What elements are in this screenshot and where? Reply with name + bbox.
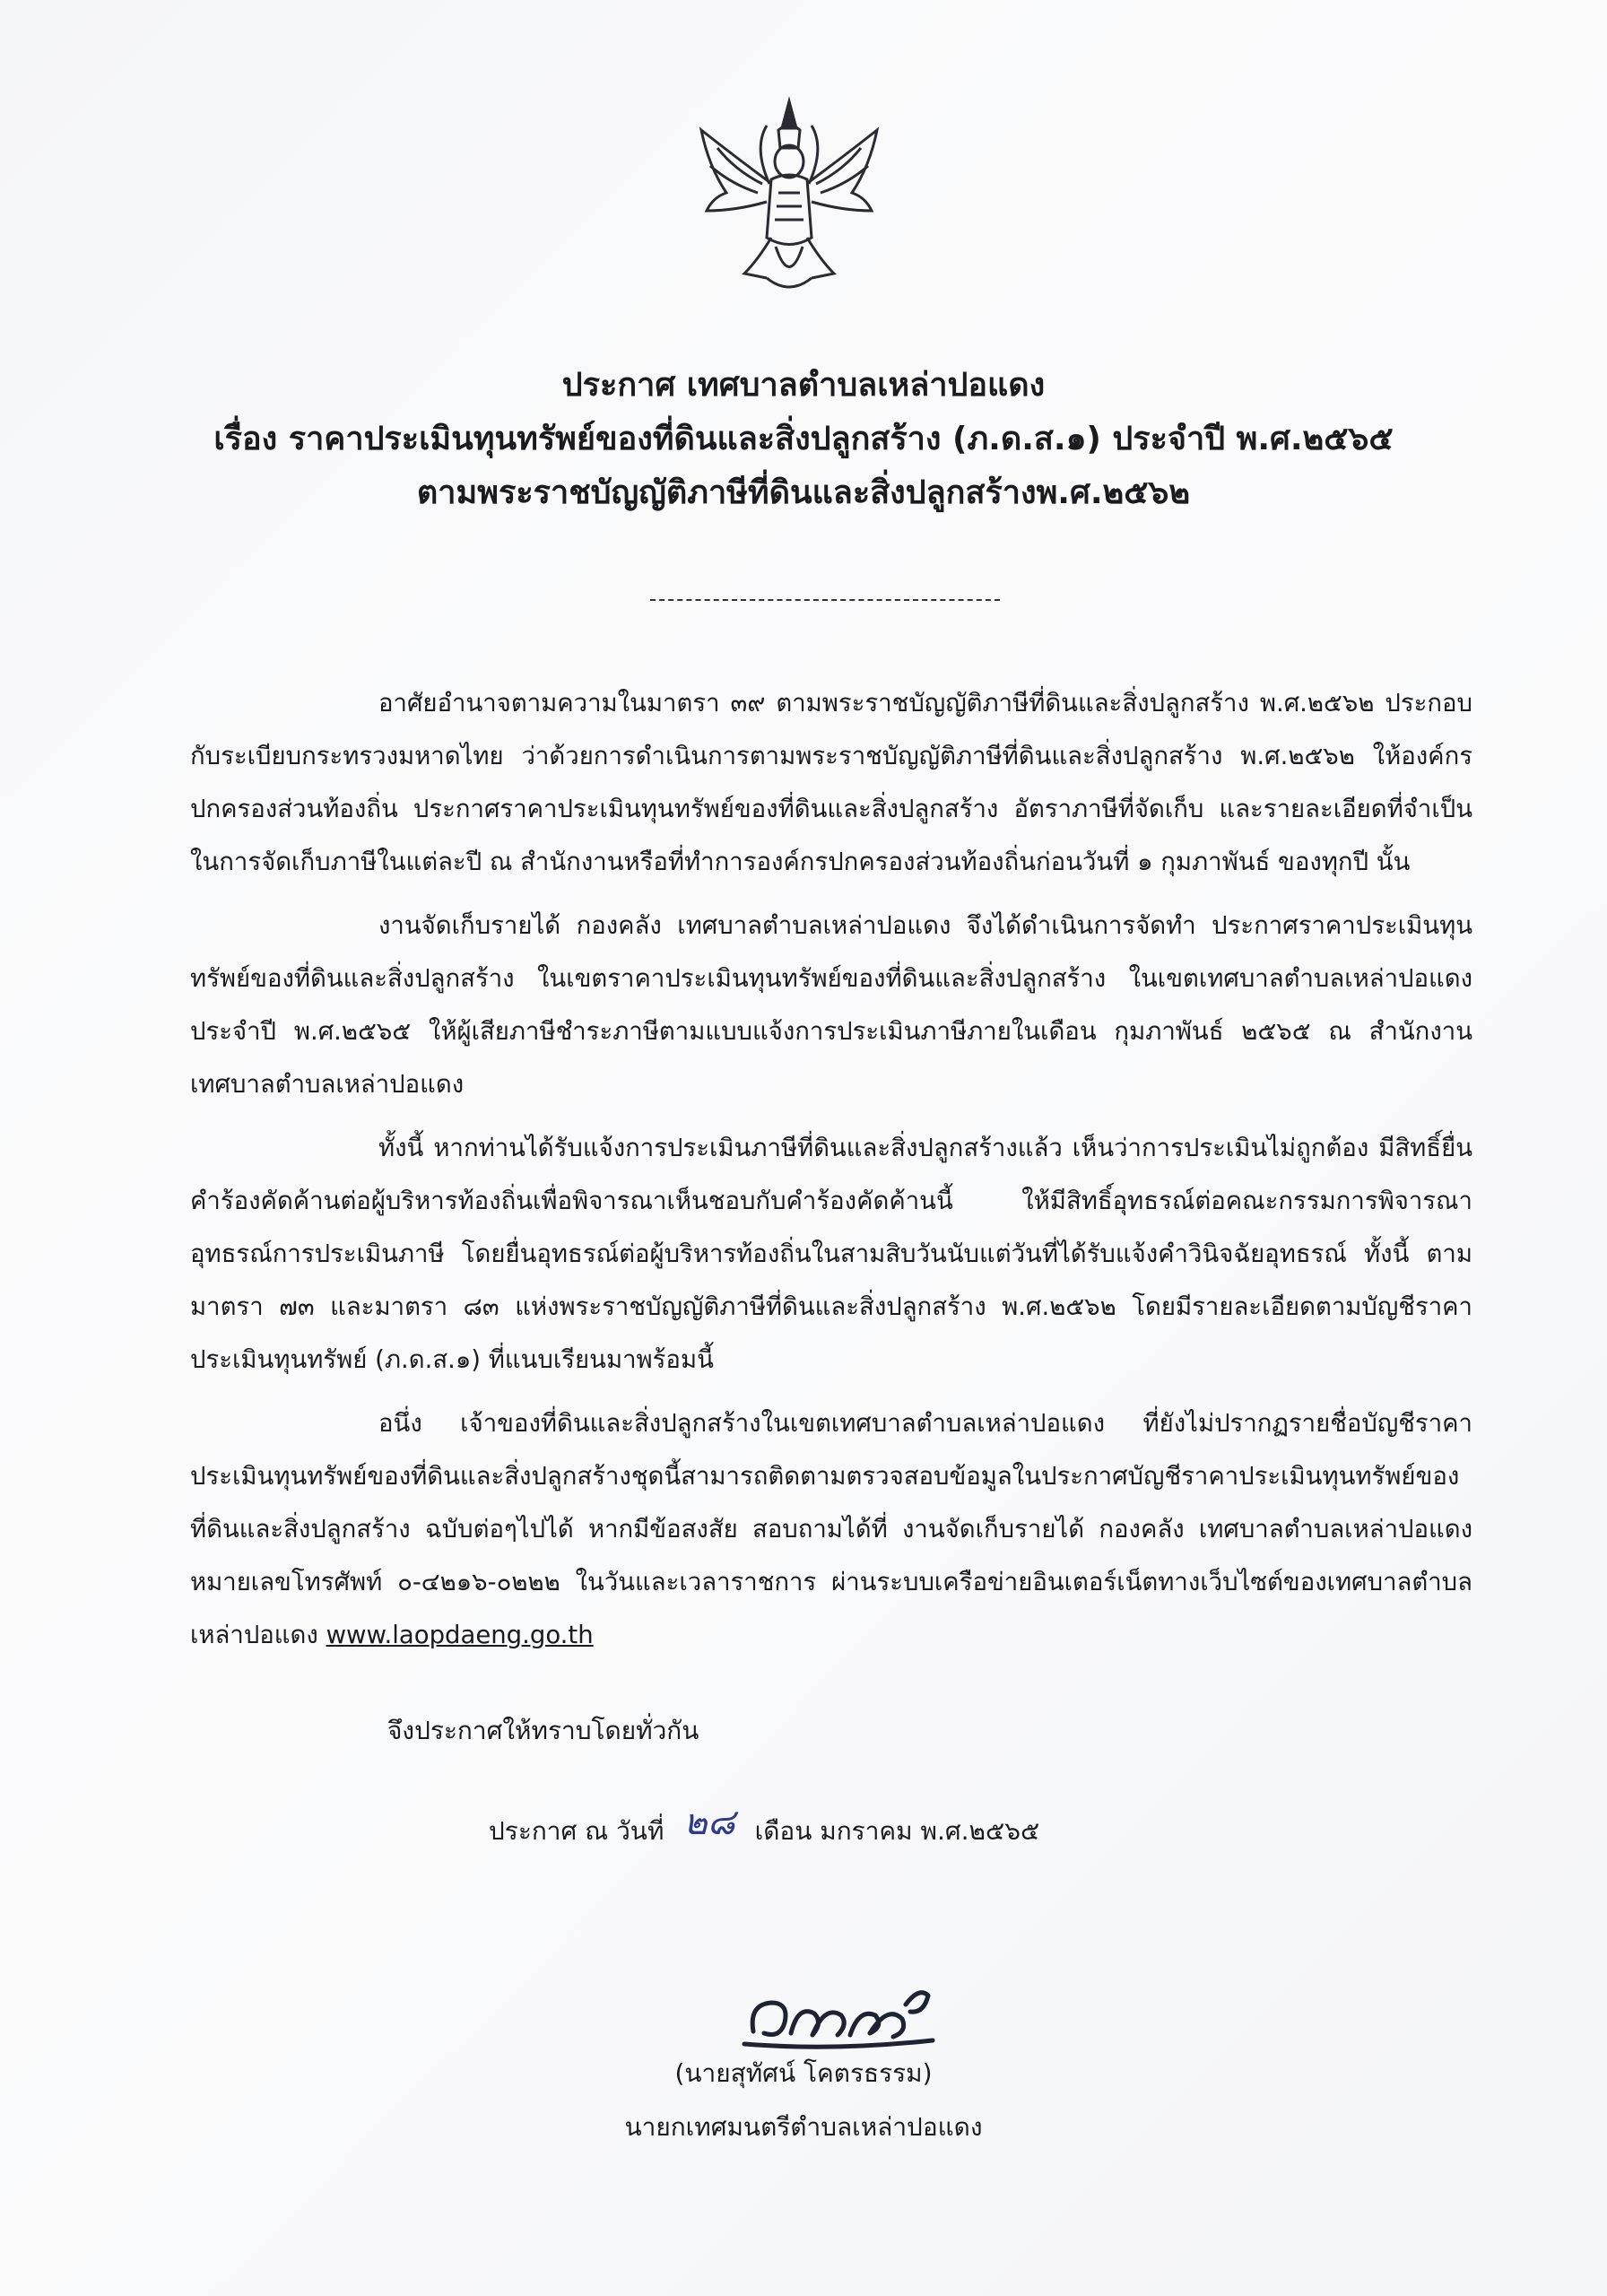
date-prefix: ประกาศ ณ วันที่ xyxy=(489,1816,665,1846)
announcement-date xyxy=(489,1798,1039,1856)
announcement-title xyxy=(0,359,1607,520)
closing-statement: จึงประกาศให้ทราบโดยทั่วกัน xyxy=(387,1716,699,1745)
garuda-emblem-icon xyxy=(682,94,897,309)
title-line-2: เรื่อง ราคาประเมินทุนทรัพย์ของที่ดินและสิ่งปลูกสร้าง (ภ.ด.ส.๑) ประจำปี พ.ศ.๒๕๖๕ xyxy=(213,421,1394,457)
handwritten-day: ๒๘ xyxy=(683,1802,735,1843)
title-divider xyxy=(650,599,1000,601)
signatory-name: (นายสุทัศน์ โคตรธรรม) xyxy=(674,2058,933,2088)
date-suffix: เดือน มกราคม พ.ศ.๒๕๖๕ xyxy=(754,1816,1040,1846)
title-line-1: ประกาศ เทศบาลตำบลเหล่าปอแดง xyxy=(561,367,1046,404)
body-paragraph-1: อาศัยอำนาจตามความในมาตรา ๓๙ ตามพระราชบัญญัติภาษีที่ดินและสิ่งปลูกสร้าง พ.ศ.๒๕๖๒ ประกอบกับระเบียบกระทรวงมหาดไทย ว่าด้วยการดำเนินการตามพระราชบัญญัติภาษีที่ดินและสิ่งปลูกสร้าง พ.ศ.๒๕๖๒ ให้องค์กรปกครองส่วนท้องถิ่น ประกาศราคาประเมินทุนทรัพย์ของที่ดินและสิ่งปลูกสร้าง อัตราภาษีที่จัดเก็บ และรายละเอียดที่จำเป็นในการจัดเก็บภาษีในแต่ละปี ณ สำนักงานหรือที่ทำการองค์กรปกครองส่วนท้องถิ่นก่อนวันที่ ๑ กุมภาพันธ์ ของทุกปี นั้น xyxy=(190,689,1472,876)
announcement-body xyxy=(190,677,1472,1673)
body-paragraph-2: งานจัดเก็บรายได้ กองคลัง เทศบาลตำบลเหล่าปอแดง จึงได้ดำเนินการจัดทำ ประกาศราคาประเมินทุนทรัพย์ของที่ดินและสิ่งปลูกสร้าง ในเขตราคาประเมินทุนทรัพย์ของที่ดินและสิ่งปลูกสร้าง ในเขตเทศบาลตำบลเหล่าปอแดง ประจำปี พ.ศ.๒๕๖๕ ให้ผู้เสียภาษีชำระภาษีตามแบบแจ้งการประเมินภาษีภายในเดือน กุมภาพันธ์ ๒๕๖๕ ณ สำนักงานเทศบาลตำบลเหล่าปอแดง xyxy=(190,911,1472,1099)
body-paragraph-4 xyxy=(190,1397,1472,1662)
paragraph-4-text: อนึ่ง เจ้าของที่ดินและสิ่งปลูกสร้างในเขตเทศบาลตำบลเหล่าปอแดง ที่ยังไม่ปรากฏรายชื่อบัญชีราคาประเมินทุนทรัพย์ของที่ดินและสิ่งปลูกสร้างชุดนี้สามารถติดตามตรวจสอบข้อมูลในประกาศบัญชีราคาประเมินทุนทรัพย์ของที่ดินและสิ่งปลูกสร้าง ฉบับต่อๆไปได้ หากมีข้อสงสัย สอบถามได้ที่ งานจัดเก็บรายได้ กองคลัง เทศบาลตำบลเหล่าปอแดง หมายเลขโทรศัพท์ ๐-๔๒๑๖-๐๒๒๒ ในวันและเวลาราชการ ผ่านระบบเครือข่ายอินเตอร์เน็ตทางเว็บไซต์ของเทศบาลตำบลเหล่าปอแดง xyxy=(190,1409,1472,1649)
signatory-title: นายกเทศมนตรีตำบลเหล่าปอแดง xyxy=(624,2112,983,2142)
title-line-3: ตามพระราชบัญญัติภาษีที่ดินและสิ่งปลูกสร้างพ.ศ.๒๕๖๒ xyxy=(416,474,1191,511)
website-link[interactable]: www.laopdaeng.go.th xyxy=(326,1621,594,1649)
handwritten-signature xyxy=(735,1969,942,2058)
body-paragraph-3: ทั้งนี้ หากท่านได้รับแจ้งการประเมินภาษีที่ดินและสิ่งปลูกสร้างแล้ว เห็นว่าการประเมินไม่ถูกต้อง มีสิทธิ์ยื่นคำร้องคัดค้านต่อผู้บริหารท้องถิ่นเพื่อพิจารณาเห็นชอบกับคำร้องคัดค้านนี้ ให้มีสิทธิ์อุทธรณ์ต่อคณะกรรมการพิจารณาอุทธรณ์การประเมินภาษี โดยยื่นอุทธรณ์ต่อผู้บริหารท้องถิ่นในสามสิบวันนับแต่วันที่ได้รับแจ้งคำวินิจฉัยอุทธรณ์ ทั้งนี้ ตามมาตรา ๗๓ และมาตรา ๘๓ แห่งพระราชบัญญัติภาษีที่ดินและสิ่งปลูกสร้าง พ.ศ.๒๕๖๒ โดยมีรายละเอียดตามบัญชีราคาประเมินทุนทรัพย์ (ภ.ด.ส.๑) ที่แนบเรียนมาพร้อมนี้ xyxy=(190,1134,1472,1374)
